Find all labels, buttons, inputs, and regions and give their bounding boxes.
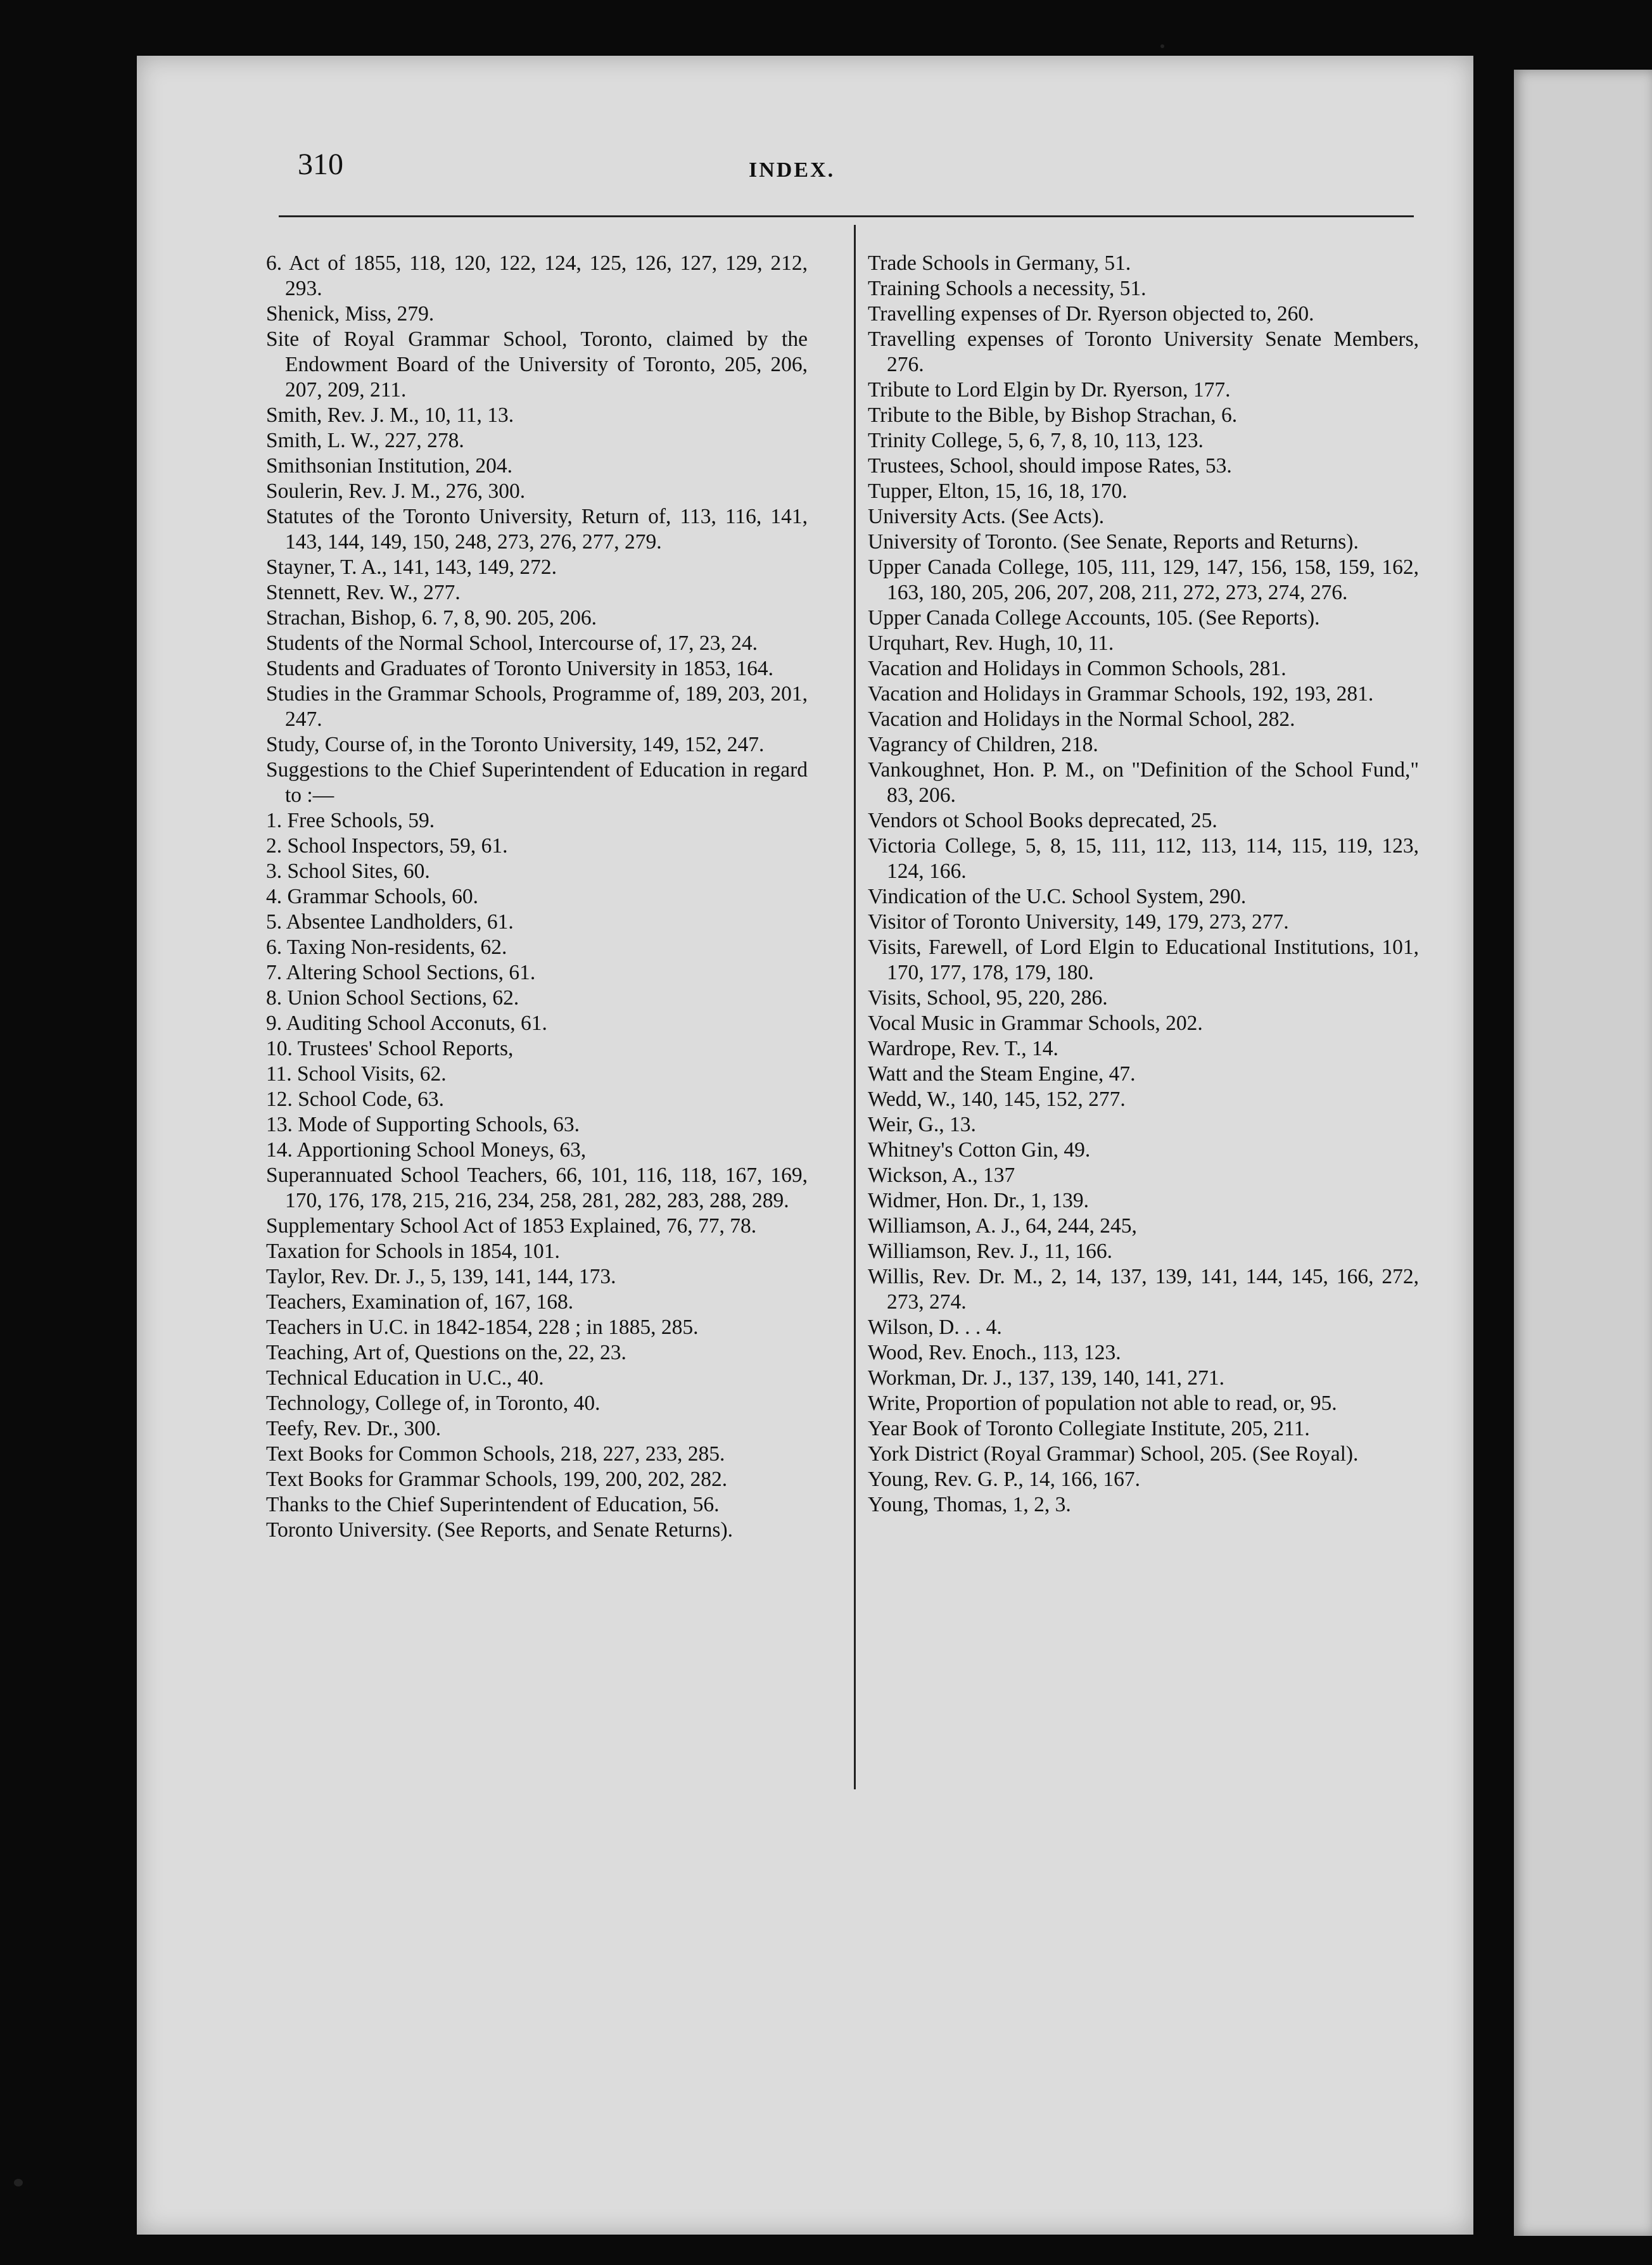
index-entry: Trustees, School, should impose Rates, 53. bbox=[868, 454, 1232, 478]
index-entry: Students and Graduates of Toronto University in 1853, 164. bbox=[266, 657, 773, 680]
index-entry: University Acts. (See Acts). bbox=[868, 505, 1105, 528]
index-entry: York District (Royal Grammar) School, 205. (See Royal). bbox=[868, 1442, 1359, 1466]
index-entry: Urquhart, Rev. Hugh, 10, 11. bbox=[868, 631, 1114, 655]
index-entry: 8. Union School Sections, 62. bbox=[266, 986, 519, 1010]
index-entry: Soulerin, Rev. J. M., 276, 300. bbox=[266, 479, 526, 503]
index-entry: Teaching, Art of, Questions on the, 22, 23. bbox=[266, 1341, 626, 1364]
index-entry: Studies in the Grammar Schools, Programme of, 189, 203, 201, 247. bbox=[266, 682, 808, 731]
index-entry: 11. School Visits, 62. bbox=[266, 1062, 447, 1086]
index-entry: 4. Grammar Schools, 60. bbox=[266, 885, 478, 908]
index-entry: Smith, L. W., 227, 278. bbox=[266, 429, 464, 452]
index-entry: 6. Taxing Non-residents, 62. bbox=[266, 936, 507, 959]
column-divider bbox=[854, 225, 856, 1789]
index-entry: Tupper, Elton, 15, 16, 18, 170. bbox=[868, 479, 1128, 503]
scan-speck bbox=[14, 2179, 23, 2186]
index-entry: Wickson, A., 137 bbox=[868, 1164, 1015, 1187]
index-entry: Vacation and Holidays in the Normal School, 282. bbox=[868, 707, 1295, 731]
index-entry: University of Toronto. (See Senate, Reports and Returns). bbox=[868, 530, 1359, 554]
index-entry: Visits, School, 95, 220, 286. bbox=[868, 986, 1108, 1010]
index-entry: Williamson, A. J., 64, 244, 245, bbox=[868, 1214, 1137, 1238]
index-entry: Wood, Rev. Enoch., 113, 123. bbox=[868, 1341, 1121, 1364]
index-entry: 3. School Sites, 60. bbox=[266, 860, 430, 883]
index-entry: Strachan, Bishop, 6. 7, 8, 90. 205, 206. bbox=[266, 606, 597, 630]
index-entry: Technology, College of, in Toronto, 40. bbox=[266, 1392, 600, 1415]
index-entry: Vendors ot School Books deprecated, 25. bbox=[868, 809, 1217, 832]
index-entry: Thanks to the Chief Superintendent of Education, 56. bbox=[266, 1493, 720, 1516]
index-entry: Year Book of Toronto Collegiate Institute, 205, 211. bbox=[868, 1417, 1310, 1440]
running-title: INDEX. bbox=[749, 158, 836, 182]
index-entry: Smithsonian Institution, 204. bbox=[266, 454, 512, 478]
index-entry: Victoria College, 5, 8, 15, 111, 112, 113, 114, 115, 119, 123, 124, 166. bbox=[868, 834, 1419, 883]
index-entry: 10. Trustees' School Reports, bbox=[266, 1037, 514, 1060]
index-entry: Visits, Farewell, of Lord Elgin to Educational Institutions, 101, 170, 177, 178, 179, 180. bbox=[868, 936, 1419, 984]
left-index-column bbox=[266, 251, 808, 1543]
index-entry: Tribute to the Bible, by Bishop Strachan, 6. bbox=[868, 403, 1238, 427]
index-entry: Text Books for Grammar Schools, 199, 200, 202, 282. bbox=[266, 1468, 728, 1491]
index-entry: 2. School Inspectors, 59, 61. bbox=[266, 834, 508, 858]
index-entry: 6. Act of 1855, 118, 120, 122, 124, 125, 126, 127, 129, 212, 293. bbox=[266, 251, 808, 300]
index-entry: Training Schools a necessity, 51. bbox=[868, 277, 1147, 300]
index-entry: Write, Proportion of population not able to read, or, 95. bbox=[868, 1392, 1337, 1415]
index-entry: Stayner, T. A., 141, 143, 149, 272. bbox=[266, 555, 557, 579]
index-entry: 9. Auditing School Acconuts, 61. bbox=[266, 1012, 547, 1035]
index-entry: Superannuated School Teachers, 66, 101, 116, 118, 167, 169, 170, 176, 178, 215, 216, 234, 258, 281, 282, 283, 288, 289. bbox=[266, 1164, 808, 1212]
index-entry: 13. Mode of Supporting Schools, 63. bbox=[266, 1113, 580, 1136]
index-entry: Upper Canada College Accounts, 105. (See Reports). bbox=[868, 606, 1320, 630]
index-entry: Toronto University. (See Reports, and Senate Returns). bbox=[266, 1518, 733, 1542]
page-header bbox=[298, 147, 1489, 185]
index-entry: Teachers, Examination of, 167, 168. bbox=[266, 1290, 574, 1314]
index-entry: Site of Royal Grammar School, Toronto, claimed by the Endowment Board of the University of Toronto, 205, 206, 207, 209, 211. bbox=[266, 327, 808, 402]
index-entry: Teachers in U.C. in 1842-1854, 228 ; in 1885, 285. bbox=[266, 1316, 699, 1339]
index-entry: Vagrancy of Children, 218. bbox=[868, 733, 1098, 756]
index-entry: Weir, G., 13. bbox=[868, 1113, 976, 1136]
index-entry: Watt and the Steam Engine, 47. bbox=[868, 1062, 1136, 1086]
index-entry: Stennett, Rev. W., 277. bbox=[266, 581, 461, 604]
index-entry: Williamson, Rev. J., 11, 166. bbox=[868, 1240, 1113, 1263]
index-entry: Suggestions to the Chief Superintendent of Education in regard to :— bbox=[266, 758, 808, 807]
header-rule bbox=[279, 215, 1414, 217]
index-entry: Shenick, Miss, 279. bbox=[266, 302, 435, 326]
index-entry: Trinity College, 5, 6, 7, 8, 10, 113, 123. bbox=[868, 429, 1204, 452]
index-entry: Travelling expenses of Dr. Ryerson objected to, 260. bbox=[868, 302, 1314, 326]
index-entry: Young, Thomas, 1, 2, 3. bbox=[868, 1493, 1071, 1516]
index-entry: 12. School Code, 63. bbox=[266, 1088, 445, 1111]
index-entry: Text Books for Common Schools, 218, 227, 233, 285. bbox=[266, 1442, 725, 1466]
index-entry: Wedd, W., 140, 145, 152, 277. bbox=[868, 1088, 1126, 1111]
index-entry: Tribute to Lord Elgin by Dr. Ryerson, 177. bbox=[868, 378, 1231, 402]
index-entry: 5. Absentee Landholders, 61. bbox=[266, 910, 514, 934]
index-entry: Statutes of the Toronto University, Return of, 113, 116, 141, 143, 144, 149, 150, 248, 273, 276, 277, 279. bbox=[266, 505, 808, 554]
index-entry: 1. Free Schools, 59. bbox=[266, 809, 435, 832]
index-entry: Wilson, D. . . 4. bbox=[868, 1316, 1002, 1339]
index-entry: Technical Education in U.C., 40. bbox=[266, 1366, 544, 1390]
right-index-column bbox=[868, 251, 1419, 1518]
index-entry: Vocal Music in Grammar Schools, 202. bbox=[868, 1012, 1203, 1035]
scan-speck bbox=[1160, 44, 1164, 48]
page-number: 310 bbox=[298, 148, 343, 181]
index-entry: Smith, Rev. J. M., 10, 11, 13. bbox=[266, 403, 514, 427]
index-entry: Taxation for Schools in 1854, 101. bbox=[266, 1240, 560, 1263]
index-entry: Teefy, Rev. Dr., 300. bbox=[266, 1417, 442, 1440]
index-entry: Visitor of Toronto University, 149, 179, 273, 277. bbox=[868, 910, 1289, 934]
index-entry: Study, Course of, in the Toronto University, 149, 152, 247. bbox=[266, 733, 765, 756]
facing-page-edge bbox=[1514, 70, 1652, 2236]
index-entry: Taylor, Rev. Dr. J., 5, 139, 141, 144, 173. bbox=[266, 1265, 616, 1288]
index-entry: Students of the Normal School, Intercourse of, 17, 23, 24. bbox=[266, 631, 758, 655]
index-entry: Willis, Rev. Dr. M., 2, 14, 137, 139, 141, 144, 145, 166, 272, 273, 274. bbox=[868, 1265, 1419, 1314]
index-entry: Young, Rev. G. P., 14, 166, 167. bbox=[868, 1468, 1140, 1491]
index-entry: Vindication of the U.C. School System, 290. bbox=[868, 885, 1247, 908]
index-entry: 14. Apportioning School Moneys, 63, bbox=[266, 1138, 587, 1162]
index-entry: Whitney's Cotton Gin, 49. bbox=[868, 1138, 1091, 1162]
index-entry: Travelling expenses of Toronto University Senate Members, 276. bbox=[868, 327, 1419, 376]
index-entry: Upper Canada College, 105, 111, 129, 147, 156, 158, 159, 162, 163, 180, 205, 206, 207, 208, 211, 272, 273, 274, 276. bbox=[868, 555, 1419, 604]
index-entry: Vacation and Holidays in Common Schools, 281. bbox=[868, 657, 1287, 680]
index-entry: Trade Schools in Germany, 51. bbox=[868, 251, 1131, 275]
index-entry: Widmer, Hon. Dr., 1, 139. bbox=[868, 1189, 1090, 1212]
index-entry: Vacation and Holidays in Grammar Schools, 192, 193, 281. bbox=[868, 682, 1374, 706]
index-entry: Vankoughnet, Hon. P. M., on "Definition of the School Fund," 83, 206. bbox=[868, 758, 1419, 807]
index-entry: Supplementary School Act of 1853 Explained, 76, 77, 78. bbox=[266, 1214, 757, 1238]
index-entry: 7. Altering School Sections, 61. bbox=[266, 961, 536, 984]
index-entry: Workman, Dr. J., 137, 139, 140, 141, 271. bbox=[868, 1366, 1225, 1390]
index-entry: Wardrope, Rev. T., 14. bbox=[868, 1037, 1058, 1060]
